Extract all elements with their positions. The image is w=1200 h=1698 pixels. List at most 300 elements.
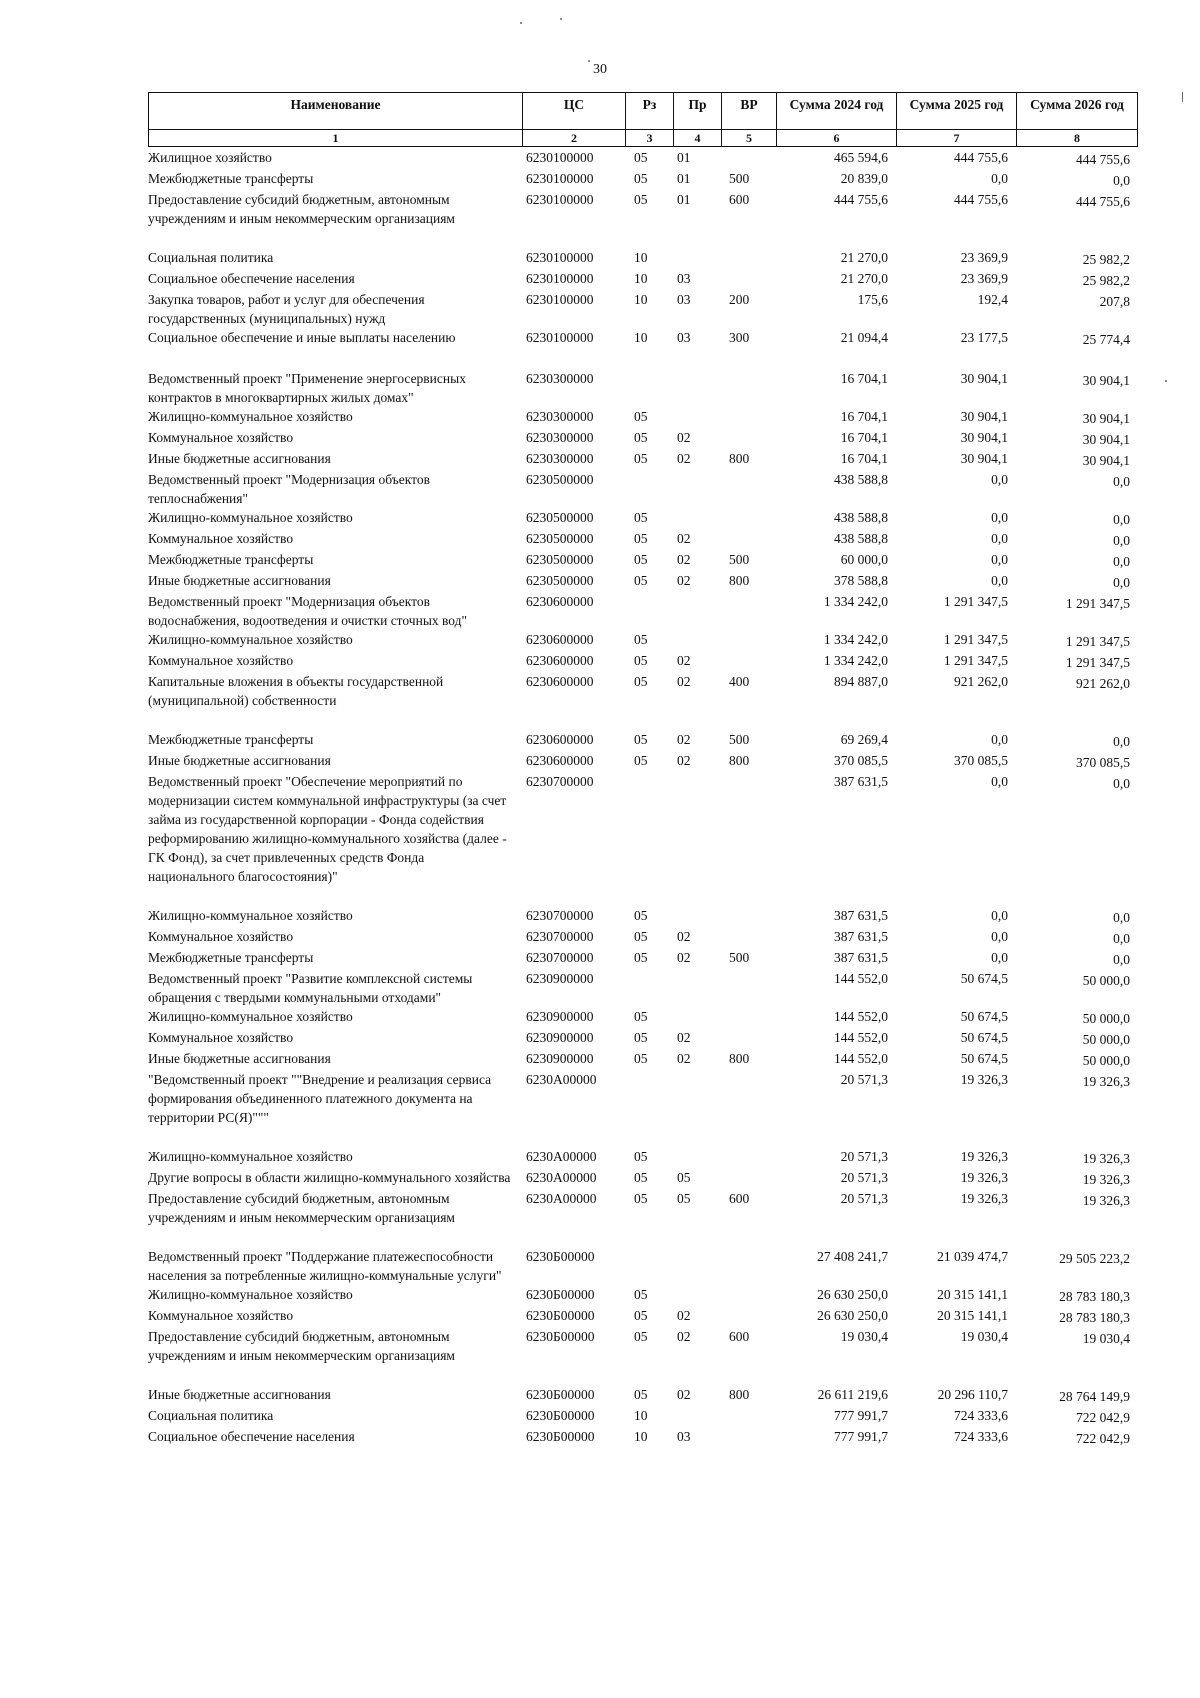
row-sum-2025: 0,0	[991, 531, 1008, 546]
row-pr-code: 02	[677, 732, 691, 747]
row-sum-2024: 144 552,0	[834, 1009, 888, 1024]
table-row	[148, 428, 1138, 449]
column-number: 8	[1016, 130, 1138, 146]
row-cs-code: 6230600000	[526, 732, 594, 747]
row-name: Иные бюджетные ассигнования	[148, 1387, 331, 1402]
row-sum-2024: 16 704,1	[840, 409, 888, 424]
row-sum-2024: 19 030,4	[840, 1329, 888, 1344]
row-pr-code: 01	[677, 150, 691, 165]
row-sum-2024: 370 085,5	[834, 753, 888, 768]
row-vr-code	[721, 630, 776, 651]
row-rz-code	[625, 369, 673, 407]
row-sum-2024: 444 755,6	[834, 192, 888, 207]
row-vr-code	[721, 1306, 776, 1327]
row-rz-code: 05	[634, 908, 648, 923]
row-vr-code	[721, 1406, 776, 1427]
row-name: Коммунальное хозяйство	[148, 430, 294, 445]
column-number: 1	[148, 130, 522, 146]
row-sum-2024: 60 000,0	[840, 552, 888, 567]
row-vr-code: 500	[729, 732, 750, 747]
row-name: Ведомственный проект "Обеспечение мероприятий по модернизации систем коммунальной инфраструктуры (за счет займа из государственной корпорации - Фонда содействия реформированию жилищно-коммунального хозяйства (далее - ГК Фонд), за счет привлеченных средств Фонда национального благосостояния)"	[148, 774, 507, 884]
row-sum-2024: 1 334 242,0	[823, 653, 888, 668]
row-cs-code: 6230Б00000	[526, 1408, 595, 1423]
row-sum-2024: 16 704,1	[840, 451, 888, 466]
table-row	[148, 906, 1138, 927]
row-cs-code: 6230600000	[526, 653, 594, 668]
row-cs-code: 6230500000	[526, 552, 594, 567]
row-rz-code: 05	[634, 430, 648, 445]
row-rz-code: 05	[634, 674, 648, 689]
row-name: Ведомственный проект "Модернизация объектов водоснабжения, водоотведения и очистки сточных вод"	[148, 594, 468, 628]
column-number: 2	[522, 130, 625, 146]
table-row	[148, 592, 1138, 630]
row-cs-code: 6230600000	[526, 632, 594, 647]
table-row	[148, 1327, 1138, 1365]
header-pr: Пр	[673, 93, 721, 129]
column-number: 7	[896, 130, 1016, 146]
table-row	[148, 571, 1138, 592]
row-rz-code: 05	[634, 1170, 648, 1185]
row-pr-code: 02	[677, 573, 691, 588]
row-name: Жилищно-коммунальное хозяйство	[148, 908, 353, 923]
table-row	[148, 269, 1138, 290]
row-name: Коммунальное хозяйство	[148, 653, 294, 668]
row-rz-code	[625, 592, 673, 630]
table-row	[148, 1007, 1138, 1028]
row-pr-code: 02	[677, 552, 691, 567]
table-row	[148, 1306, 1138, 1327]
row-cs-code: 6230100000	[526, 330, 594, 345]
row-name: Закупка товаров, работ и услуг для обеспечения государственных (муниципальных) нужд	[148, 292, 425, 326]
row-vr-code	[721, 969, 776, 1007]
row-pr-code: 01	[677, 192, 691, 207]
row-sum-2026: 0,0	[1113, 931, 1130, 946]
row-name: Межбюджетные трансферты	[148, 171, 314, 186]
row-vr-code	[721, 369, 776, 407]
row-cs-code: 6230700000	[526, 950, 594, 965]
row-sum-2026: 1 291 347,5	[1065, 634, 1130, 649]
table-row	[148, 1427, 1138, 1448]
row-rz-code: 05	[634, 632, 648, 647]
row-cs-code: 6230А00000	[526, 1072, 597, 1087]
row-sum-2025: 19 326,3	[960, 1170, 1008, 1185]
row-rz-code: 05	[634, 1191, 648, 1206]
row-cs-code: 6230Б00000	[526, 1387, 595, 1402]
row-name: Капитальные вложения в объекты государственной (муниципальной) собственности	[148, 674, 444, 708]
row-cs-code: 6230900000	[526, 1051, 594, 1066]
row-vr-code	[721, 927, 776, 948]
row-pr-code: 02	[677, 1030, 691, 1045]
table-header	[148, 92, 1138, 147]
row-sum-2026: 19 326,3	[1082, 1193, 1130, 1208]
column-number: 5	[721, 130, 776, 146]
row-rz-code: 05	[634, 950, 648, 965]
row-vr-code: 600	[729, 1329, 750, 1344]
scan-speck	[1182, 92, 1183, 102]
row-sum-2026: 0,0	[1113, 575, 1130, 590]
row-name: Коммунальное хозяйство	[148, 1030, 294, 1045]
row-vr-code	[721, 248, 776, 269]
table-row	[148, 529, 1138, 550]
row-vr-code	[721, 529, 776, 550]
row-cs-code: 6230100000	[526, 192, 594, 207]
row-vr-code: 500	[729, 950, 750, 965]
table-row	[148, 328, 1138, 349]
table-row	[148, 550, 1138, 571]
row-cs-code: 6230100000	[526, 150, 594, 165]
table-row	[148, 1147, 1138, 1168]
row-rz-code: 05	[634, 150, 648, 165]
row-pr-code: 03	[677, 271, 691, 286]
row-rz-code: 10	[634, 1408, 648, 1423]
row-sum-2026: 207,8	[1099, 294, 1130, 309]
row-rz-code: 10	[634, 292, 648, 307]
row-sum-2025: 50 674,5	[960, 971, 1008, 986]
row-cs-code: 6230300000	[526, 430, 594, 445]
row-vr-code: 600	[729, 1191, 750, 1206]
row-sum-2025: 724 333,6	[954, 1429, 1008, 1444]
row-name: Ведомственный проект "Развитие комплексной системы обращения с твердыми коммунальными отходами"	[148, 971, 473, 1005]
row-sum-2024: 27 408 241,7	[817, 1249, 888, 1264]
row-sum-2025: 50 674,5	[960, 1030, 1008, 1045]
row-sum-2026: 0,0	[1113, 533, 1130, 548]
table-row	[148, 730, 1138, 751]
row-sum-2026: 0,0	[1113, 910, 1130, 925]
row-cs-code: 6230Б00000	[526, 1429, 595, 1444]
row-name: Социальное обеспечение и иные выплаты населению	[148, 330, 456, 345]
row-vr-code: 800	[729, 1387, 750, 1402]
row-vr-code	[721, 651, 776, 672]
row-sum-2026: 50 000,0	[1082, 1032, 1130, 1047]
row-sum-2024: 894 887,0	[834, 674, 888, 689]
row-sum-2026: 19 326,3	[1082, 1151, 1130, 1166]
row-pr-code: 03	[677, 1429, 691, 1444]
row-pr-code: 05	[677, 1191, 691, 1206]
header-row	[148, 92, 1138, 129]
row-sum-2026: 25 982,2	[1082, 273, 1130, 288]
table-body	[148, 148, 1138, 1448]
row-sum-2025: 0,0	[991, 510, 1008, 525]
row-sum-2025: 23 369,9	[960, 271, 1008, 286]
row-name: Жилищно-коммунальное хозяйство	[148, 1009, 353, 1024]
row-cs-code: 6230300000	[526, 409, 594, 424]
row-vr-code	[721, 1168, 776, 1189]
row-name: Ведомственный проект "Применение энергосервисных контрактов в многоквартирных жилых домах"	[148, 371, 466, 405]
row-rz-code: 05	[634, 753, 648, 768]
table-row	[148, 1070, 1138, 1127]
row-cs-code: 6230100000	[526, 292, 594, 307]
header-name: Наименование	[148, 93, 522, 129]
row-vr-code: 500	[729, 171, 750, 186]
row-pr-code	[673, 470, 721, 508]
row-sum-2026: 30 904,1	[1082, 432, 1130, 447]
row-sum-2025: 30 904,1	[960, 371, 1008, 386]
row-sum-2026: 25 774,4	[1082, 332, 1130, 347]
row-cs-code: 6230600000	[526, 594, 594, 609]
row-sum-2024: 26 630 250,0	[817, 1287, 888, 1302]
row-sum-2024: 438 588,8	[834, 510, 888, 525]
row-name: Социальное обеспечение населения	[148, 1429, 355, 1444]
row-rz-code: 05	[634, 1030, 648, 1045]
row-rz-code	[625, 1070, 673, 1127]
row-sum-2026: 1 291 347,5	[1065, 655, 1130, 670]
row-sum-2025: 0,0	[991, 908, 1008, 923]
row-sum-2024: 26 611 219,6	[817, 1387, 888, 1402]
row-cs-code: 6230Б00000	[526, 1249, 595, 1264]
row-pr-code	[673, 1406, 721, 1427]
row-sum-2024: 387 631,5	[834, 950, 888, 965]
row-vr-code	[721, 269, 776, 290]
row-pr-code: 02	[677, 430, 691, 445]
table-row	[148, 1385, 1138, 1406]
row-sum-2024: 175,6	[857, 292, 888, 307]
row-rz-code: 10	[634, 271, 648, 286]
row-vr-code	[721, 407, 776, 428]
scan-speck	[560, 18, 562, 20]
row-sum-2026: 0,0	[1113, 173, 1130, 188]
row-sum-2024: 16 704,1	[840, 371, 888, 386]
table-row	[148, 1247, 1138, 1285]
row-name: Жилищное хозяйство	[148, 150, 272, 165]
row-sum-2025: 19 326,3	[960, 1149, 1008, 1164]
row-pr-code: 02	[677, 653, 691, 668]
row-sum-2026: 0,0	[1113, 512, 1130, 527]
table-row	[148, 169, 1138, 190]
row-cs-code: 6230700000	[526, 774, 594, 789]
row-sum-2024: 20 571,3	[840, 1170, 888, 1185]
row-vr-code: 800	[729, 451, 750, 466]
row-sum-2024: 438 588,8	[834, 531, 888, 546]
row-cs-code: 6230600000	[526, 753, 594, 768]
row-vr-code	[721, 508, 776, 529]
row-pr-code: 05	[677, 1170, 691, 1185]
row-pr-code: 03	[677, 292, 691, 307]
row-rz-code: 05	[634, 1051, 648, 1066]
row-cs-code: 6230100000	[526, 250, 594, 265]
table-row	[148, 248, 1138, 269]
row-sum-2025: 0,0	[991, 472, 1008, 487]
row-name: Предоставление субсидий бюджетным, автономным учреждениям и иным некоммерческим организациям	[148, 1329, 455, 1363]
row-rz-code: 05	[634, 1149, 648, 1164]
row-name: Коммунальное хозяйство	[148, 1308, 294, 1323]
row-rz-code: 05	[634, 1387, 648, 1402]
header-sum-2024: Сумма 2024 год	[776, 93, 896, 129]
row-vr-code	[721, 906, 776, 927]
row-sum-2024: 144 552,0	[834, 1030, 888, 1045]
row-vr-code	[721, 1147, 776, 1168]
row-name: Межбюджетные трансферты	[148, 552, 314, 567]
table-row	[148, 651, 1138, 672]
row-pr-code: 02	[677, 929, 691, 944]
row-sum-2026: 0,0	[1113, 554, 1130, 569]
row-cs-code: 6230Б00000	[526, 1329, 595, 1344]
row-sum-2024: 777 991,7	[834, 1429, 888, 1444]
row-sum-2026: 30 904,1	[1082, 411, 1130, 426]
row-vr-code	[721, 1070, 776, 1127]
row-cs-code: 6230500000	[526, 472, 594, 487]
table-row	[148, 369, 1138, 407]
row-pr-code	[673, 1285, 721, 1306]
row-sum-2026: 0,0	[1113, 734, 1130, 749]
row-sum-2024: 20 571,3	[840, 1072, 888, 1087]
row-name: "Ведомственный проект ""Внедрение и реализация сервиса формирования объединенного платежного документа на территории РС(Я)"""	[148, 1072, 492, 1125]
row-sum-2025: 0,0	[991, 552, 1008, 567]
row-name: Жилищно-коммунальное хозяйство	[148, 510, 353, 525]
row-cs-code: 6230700000	[526, 929, 594, 944]
column-number: 6	[776, 130, 896, 146]
row-sum-2026: 29 505 223,2	[1059, 1251, 1130, 1266]
row-pr-code: 02	[677, 451, 691, 466]
row-name: Предоставление субсидий бюджетным, автономным учреждениям и иным некоммерческим организациям	[148, 1191, 455, 1225]
row-sum-2026: 19 326,3	[1082, 1172, 1130, 1187]
table-row	[148, 751, 1138, 772]
row-sum-2024: 69 269,4	[840, 732, 888, 747]
row-rz-code: 05	[634, 451, 648, 466]
row-pr-code	[673, 1007, 721, 1028]
scan-speck	[520, 22, 522, 24]
row-sum-2026: 28 783 180,3	[1059, 1310, 1130, 1325]
row-sum-2024: 438 588,8	[834, 472, 888, 487]
row-pr-code	[673, 906, 721, 927]
row-name: Коммунальное хозяйство	[148, 929, 294, 944]
row-sum-2024: 21 270,0	[840, 271, 888, 286]
row-rz-code	[625, 470, 673, 508]
row-sum-2026: 444 755,6	[1076, 152, 1130, 167]
row-sum-2026: 50 000,0	[1082, 1011, 1130, 1026]
row-pr-code: 02	[677, 1308, 691, 1323]
row-sum-2025: 444 755,6	[954, 150, 1008, 165]
table-row	[148, 190, 1138, 228]
row-sum-2025: 0,0	[991, 732, 1008, 747]
row-cs-code: 6230300000	[526, 451, 594, 466]
row-pr-code: 02	[677, 674, 691, 689]
row-name: Межбюджетные трансферты	[148, 732, 314, 747]
row-sum-2024: 144 552,0	[834, 971, 888, 986]
row-sum-2025: 0,0	[991, 950, 1008, 965]
row-sum-2025: 921 262,0	[954, 674, 1008, 689]
row-vr-code: 800	[729, 573, 750, 588]
row-sum-2025: 0,0	[991, 573, 1008, 588]
row-sum-2024: 26 630 250,0	[817, 1308, 888, 1323]
row-sum-2024: 378 588,8	[834, 573, 888, 588]
row-cs-code: 6230700000	[526, 908, 594, 923]
row-sum-2026: 50 000,0	[1082, 1053, 1130, 1068]
row-sum-2025: 23 369,9	[960, 250, 1008, 265]
table-row	[148, 1028, 1138, 1049]
row-sum-2024: 21 270,0	[840, 250, 888, 265]
row-sum-2025: 192,4	[977, 292, 1008, 307]
row-sum-2025: 19 326,3	[960, 1191, 1008, 1206]
table-row	[148, 1285, 1138, 1306]
row-sum-2026: 30 904,1	[1082, 453, 1130, 468]
row-cs-code: 6230Б00000	[526, 1308, 595, 1323]
row-pr-code	[673, 1070, 721, 1127]
table-row	[148, 449, 1138, 470]
table-row	[148, 948, 1138, 969]
row-sum-2024: 20 571,3	[840, 1149, 888, 1164]
row-pr-code: 02	[677, 753, 691, 768]
row-sum-2025: 19 030,4	[960, 1329, 1008, 1344]
row-rz-code: 05	[634, 573, 648, 588]
row-pr-code: 02	[677, 531, 691, 546]
row-rz-code: 05	[634, 653, 648, 668]
row-pr-code	[673, 592, 721, 630]
row-sum-2025: 30 904,1	[960, 451, 1008, 466]
row-cs-code: 6230500000	[526, 573, 594, 588]
row-sum-2026: 30 904,1	[1082, 373, 1130, 388]
row-rz-code: 05	[634, 510, 648, 525]
row-vr-code	[721, 1247, 776, 1285]
row-name: Коммунальное хозяйство	[148, 531, 294, 546]
row-pr-code	[673, 1247, 721, 1285]
row-vr-code	[721, 592, 776, 630]
row-sum-2026: 28 764 149,9	[1059, 1389, 1130, 1404]
row-pr-code	[673, 1147, 721, 1168]
table-row	[148, 1049, 1138, 1070]
row-vr-code	[721, 1285, 776, 1306]
header-sum-2026: Сумма 2026 год	[1016, 93, 1138, 129]
row-sum-2026: 722 042,9	[1076, 1431, 1130, 1446]
row-cs-code: 6230А00000	[526, 1191, 597, 1206]
row-rz-code: 05	[634, 1329, 648, 1344]
table-row	[148, 470, 1138, 508]
row-sum-2025: 0,0	[991, 774, 1008, 789]
row-cs-code: 6230А00000	[526, 1149, 597, 1164]
row-sum-2024: 16 704,1	[840, 430, 888, 445]
table-row	[148, 290, 1138, 328]
row-sum-2024: 1 334 242,0	[823, 632, 888, 647]
row-sum-2025: 23 177,5	[960, 330, 1008, 345]
row-sum-2026: 0,0	[1113, 776, 1130, 791]
row-cs-code: 6230600000	[526, 674, 594, 689]
row-rz-code: 05	[634, 192, 648, 207]
row-vr-code: 800	[729, 1051, 750, 1066]
row-sum-2024: 20 839,0	[840, 171, 888, 186]
table-row	[148, 407, 1138, 428]
row-cs-code: 6230900000	[526, 1030, 594, 1045]
table-row	[148, 969, 1138, 1007]
row-rz-code: 05	[634, 409, 648, 424]
page-number-text: 30	[593, 62, 607, 77]
row-pr-code	[673, 369, 721, 407]
row-sum-2026: 19 030,4	[1082, 1331, 1130, 1346]
row-cs-code: 6230А00000	[526, 1170, 597, 1185]
row-pr-code	[673, 407, 721, 428]
row-sum-2024: 144 552,0	[834, 1051, 888, 1066]
row-sum-2025: 1 291 347,5	[943, 632, 1008, 647]
row-name: Другие вопросы в области жилищно-коммунального хозяйства	[148, 1170, 511, 1185]
row-name: Социальная политика	[148, 1408, 274, 1423]
row-name: Жилищно-коммунальное хозяйство	[148, 409, 353, 424]
row-sum-2025: 30 904,1	[960, 430, 1008, 445]
row-rz-code	[625, 1247, 673, 1285]
row-vr-code	[721, 1007, 776, 1028]
row-sum-2024: 387 631,5	[834, 908, 888, 923]
table-row	[148, 1406, 1138, 1427]
table-row	[148, 1168, 1138, 1189]
row-sum-2025: 20 315 141,1	[937, 1287, 1008, 1302]
column-number: 4	[673, 130, 721, 146]
row-name: Жилищно-коммунальное хозяйство	[148, 632, 353, 647]
row-sum-2025: 444 755,6	[954, 192, 1008, 207]
row-rz-code: 05	[634, 171, 648, 186]
row-pr-code	[673, 772, 721, 886]
header-vr: ВР	[721, 93, 776, 129]
row-vr-code	[721, 1028, 776, 1049]
row-pr-code: 02	[677, 1387, 691, 1402]
row-rz-code: 10	[634, 1429, 648, 1444]
row-pr-code	[673, 630, 721, 651]
